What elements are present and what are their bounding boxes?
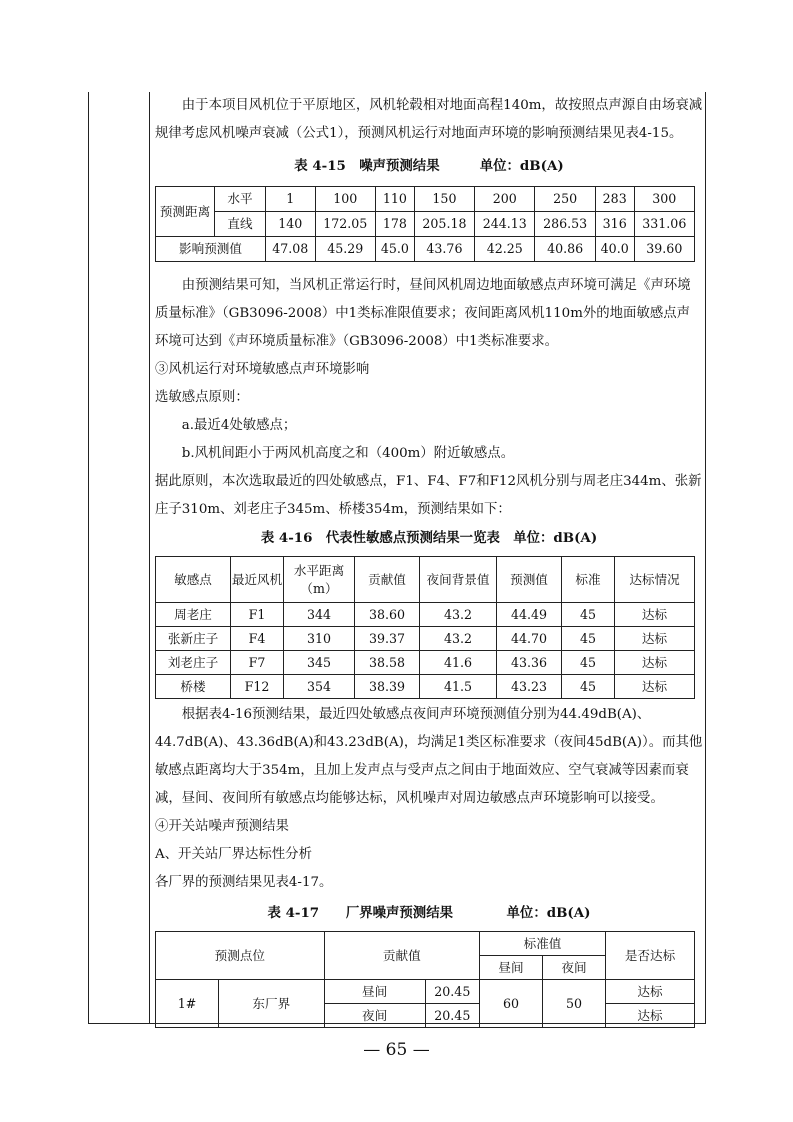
cell: 110: [375, 187, 414, 212]
cell: 300: [634, 187, 694, 212]
cell: 39.37: [355, 627, 420, 651]
column-divider: [149, 92, 150, 1024]
cell: 达标: [606, 1004, 695, 1028]
header-cell: 贡献值: [355, 557, 420, 603]
cell: 250: [535, 187, 595, 212]
cell: 45.29: [315, 237, 375, 262]
cell: 316: [595, 212, 634, 237]
cell: 43.76: [414, 237, 474, 262]
cell: 38.60: [355, 603, 420, 627]
cell: 344: [284, 603, 355, 627]
principle-a: a.最近4处敏感点；: [181, 418, 297, 433]
cell: 38.58: [355, 651, 420, 675]
row-label: 水平: [215, 187, 266, 212]
cell: 60: [480, 980, 543, 1028]
header-cell: 水平距离（m）: [284, 557, 355, 603]
cell: 42.25: [475, 237, 535, 262]
cell: 39.60: [634, 237, 694, 262]
cell: 244.13: [475, 212, 535, 237]
cell: 东厂界: [219, 980, 325, 1028]
cell: 45: [562, 603, 615, 627]
cell: 40.86: [535, 237, 595, 262]
cell: 达标: [606, 980, 695, 1004]
header-cell: 是否达标: [606, 932, 695, 980]
cell: 178: [375, 212, 414, 237]
section-4-title: ④开关站噪声预测结果: [155, 819, 289, 834]
cell: F1: [231, 603, 284, 627]
cell: 345: [284, 651, 355, 675]
cell: 达标: [615, 651, 695, 675]
cell: 38.39: [355, 675, 420, 699]
cell: F12: [231, 675, 284, 699]
result-paragraph: 由预测结果可知，当风机正常运行时，昼间风机周边地面敏感点声环境可满足《声环境质量标准》（GB3096-2008）中1类标准限值要求；夜间距离风机110m外的地面敏感点声环境可达到《声环境质量标准》（GB3096-2008）中1类标准要求。: [155, 278, 691, 349]
cell: 172.05: [315, 212, 375, 237]
section-3-title: ③风机运行对环境敏感点声环境影响: [155, 362, 370, 377]
cell: 张新庄子: [156, 627, 231, 651]
cell: 桥楼: [156, 675, 231, 699]
table-4-15-caption: 表 4-15 噪声预测结果 单位：dB(A): [294, 158, 564, 174]
cell: 43.23: [497, 675, 562, 699]
header-cell: 标准值: [480, 932, 606, 956]
header-cell: 最近风机: [231, 557, 284, 603]
cell: 310: [284, 627, 355, 651]
cell: 44.49: [497, 603, 562, 627]
row-label: 直线: [215, 212, 266, 237]
page-number: — 65 —: [363, 1040, 430, 1060]
row-label: 影响预测值: [156, 237, 266, 262]
cell: F7: [231, 651, 284, 675]
cell: 刘老庄子: [156, 651, 231, 675]
main-content: [155, 92, 703, 1028]
cell: 140: [266, 212, 316, 237]
cell: 20.45: [425, 1004, 479, 1028]
header-cell: 夜间背景值: [420, 557, 497, 603]
cell: 354: [284, 675, 355, 699]
header-cell: 昼间: [480, 956, 543, 980]
section-3-paragraph: 据此原则，本次选取最近的四处敏感点，F1、F4、F7和F12风机分别与周老庄344m、张新庄子310m、刘老庄子345m、桥楼354m，预测结果如下：: [155, 474, 702, 517]
header-cell: 达标情况: [615, 557, 695, 603]
cell: 44.70: [497, 627, 562, 651]
cell: 夜间: [324, 1004, 425, 1028]
section-4-subtitle: A、开关站厂界达标性分析: [155, 847, 312, 862]
cell: 45: [562, 627, 615, 651]
cell: F4: [231, 627, 284, 651]
group-label: 预测距离: [156, 187, 215, 237]
cell: 达标: [615, 603, 695, 627]
cell: 100: [315, 187, 375, 212]
cell: 47.08: [266, 237, 316, 262]
cell: 周老庄: [156, 603, 231, 627]
header-cell: 预测值: [497, 557, 562, 603]
header-cell: 敏感点: [156, 557, 231, 603]
cell: 43.2: [420, 603, 497, 627]
cell: 50: [543, 980, 606, 1028]
header-cell: 夜间: [543, 956, 606, 980]
cell: 41.5: [420, 675, 497, 699]
table-4-16-caption: 表 4-16 代表性敏感点预测结果一览表 单位：dB(A): [260, 530, 598, 546]
section-3-principle: 选敏感点原则：: [155, 390, 249, 405]
cell: 45.0: [375, 237, 414, 262]
cell: 43.2: [420, 627, 497, 651]
table-4-16: [155, 556, 695, 699]
cell: 45: [562, 675, 615, 699]
section-4-paragraph: 各厂界的预测结果见表4-17。: [155, 875, 333, 890]
cell: 286.53: [535, 212, 595, 237]
table-4-17-caption: 表 4-17 厂界噪声预测结果 单位：dB(A): [267, 905, 591, 921]
table-4-15: [155, 186, 695, 262]
header-cell: 预测点位: [156, 932, 325, 980]
header-cell: 标准: [562, 557, 615, 603]
cell: 205.18: [414, 212, 474, 237]
intro-paragraph: 由于本项目风机位于平原地区，风机轮毂相对地面高程140m，故按照点声源自由场衰减规律考虑风机噪声衰减（公式1），预测风机运行对地面声环境的影响预测结果见表4-15。: [155, 98, 703, 141]
principle-b: b.风机间距小于两风机高度之和（400m）附近敏感点。: [181, 446, 515, 461]
cell: 40.0: [595, 237, 634, 262]
header-cell: 贡献值: [324, 932, 479, 980]
cell: 200: [475, 187, 535, 212]
cell: 昼间: [324, 980, 425, 1004]
cell: 43.36: [497, 651, 562, 675]
cell: 达标: [615, 675, 695, 699]
cell: 41.6: [420, 651, 497, 675]
cell: 45: [562, 651, 615, 675]
cell: 20.45: [425, 980, 479, 1004]
table-4-17: [155, 931, 695, 1028]
analysis-paragraph: 根据表4-16预测结果，最近四处敏感点夜间声环境预测值分别为44.49dB(A)、44.7dB(A)、43.36dB(A)和43.23dB(A)，均满足1类区标准要求（夜间45dB(A)）。而其他敏感点距离均大于354m，且加上发声点与受声点之间由于地面效应、空气衰减等因素而衰减，昼间、夜间所有敏感点均能够达标，风机噪声对周边敏感点声环境影响可以接受。: [155, 707, 703, 806]
cell: 1#: [156, 980, 219, 1028]
cell: 283: [595, 187, 634, 212]
cell: 达标: [615, 627, 695, 651]
cell: 1: [266, 187, 316, 212]
cell: 331.06: [634, 212, 694, 237]
cell: 150: [414, 187, 474, 212]
